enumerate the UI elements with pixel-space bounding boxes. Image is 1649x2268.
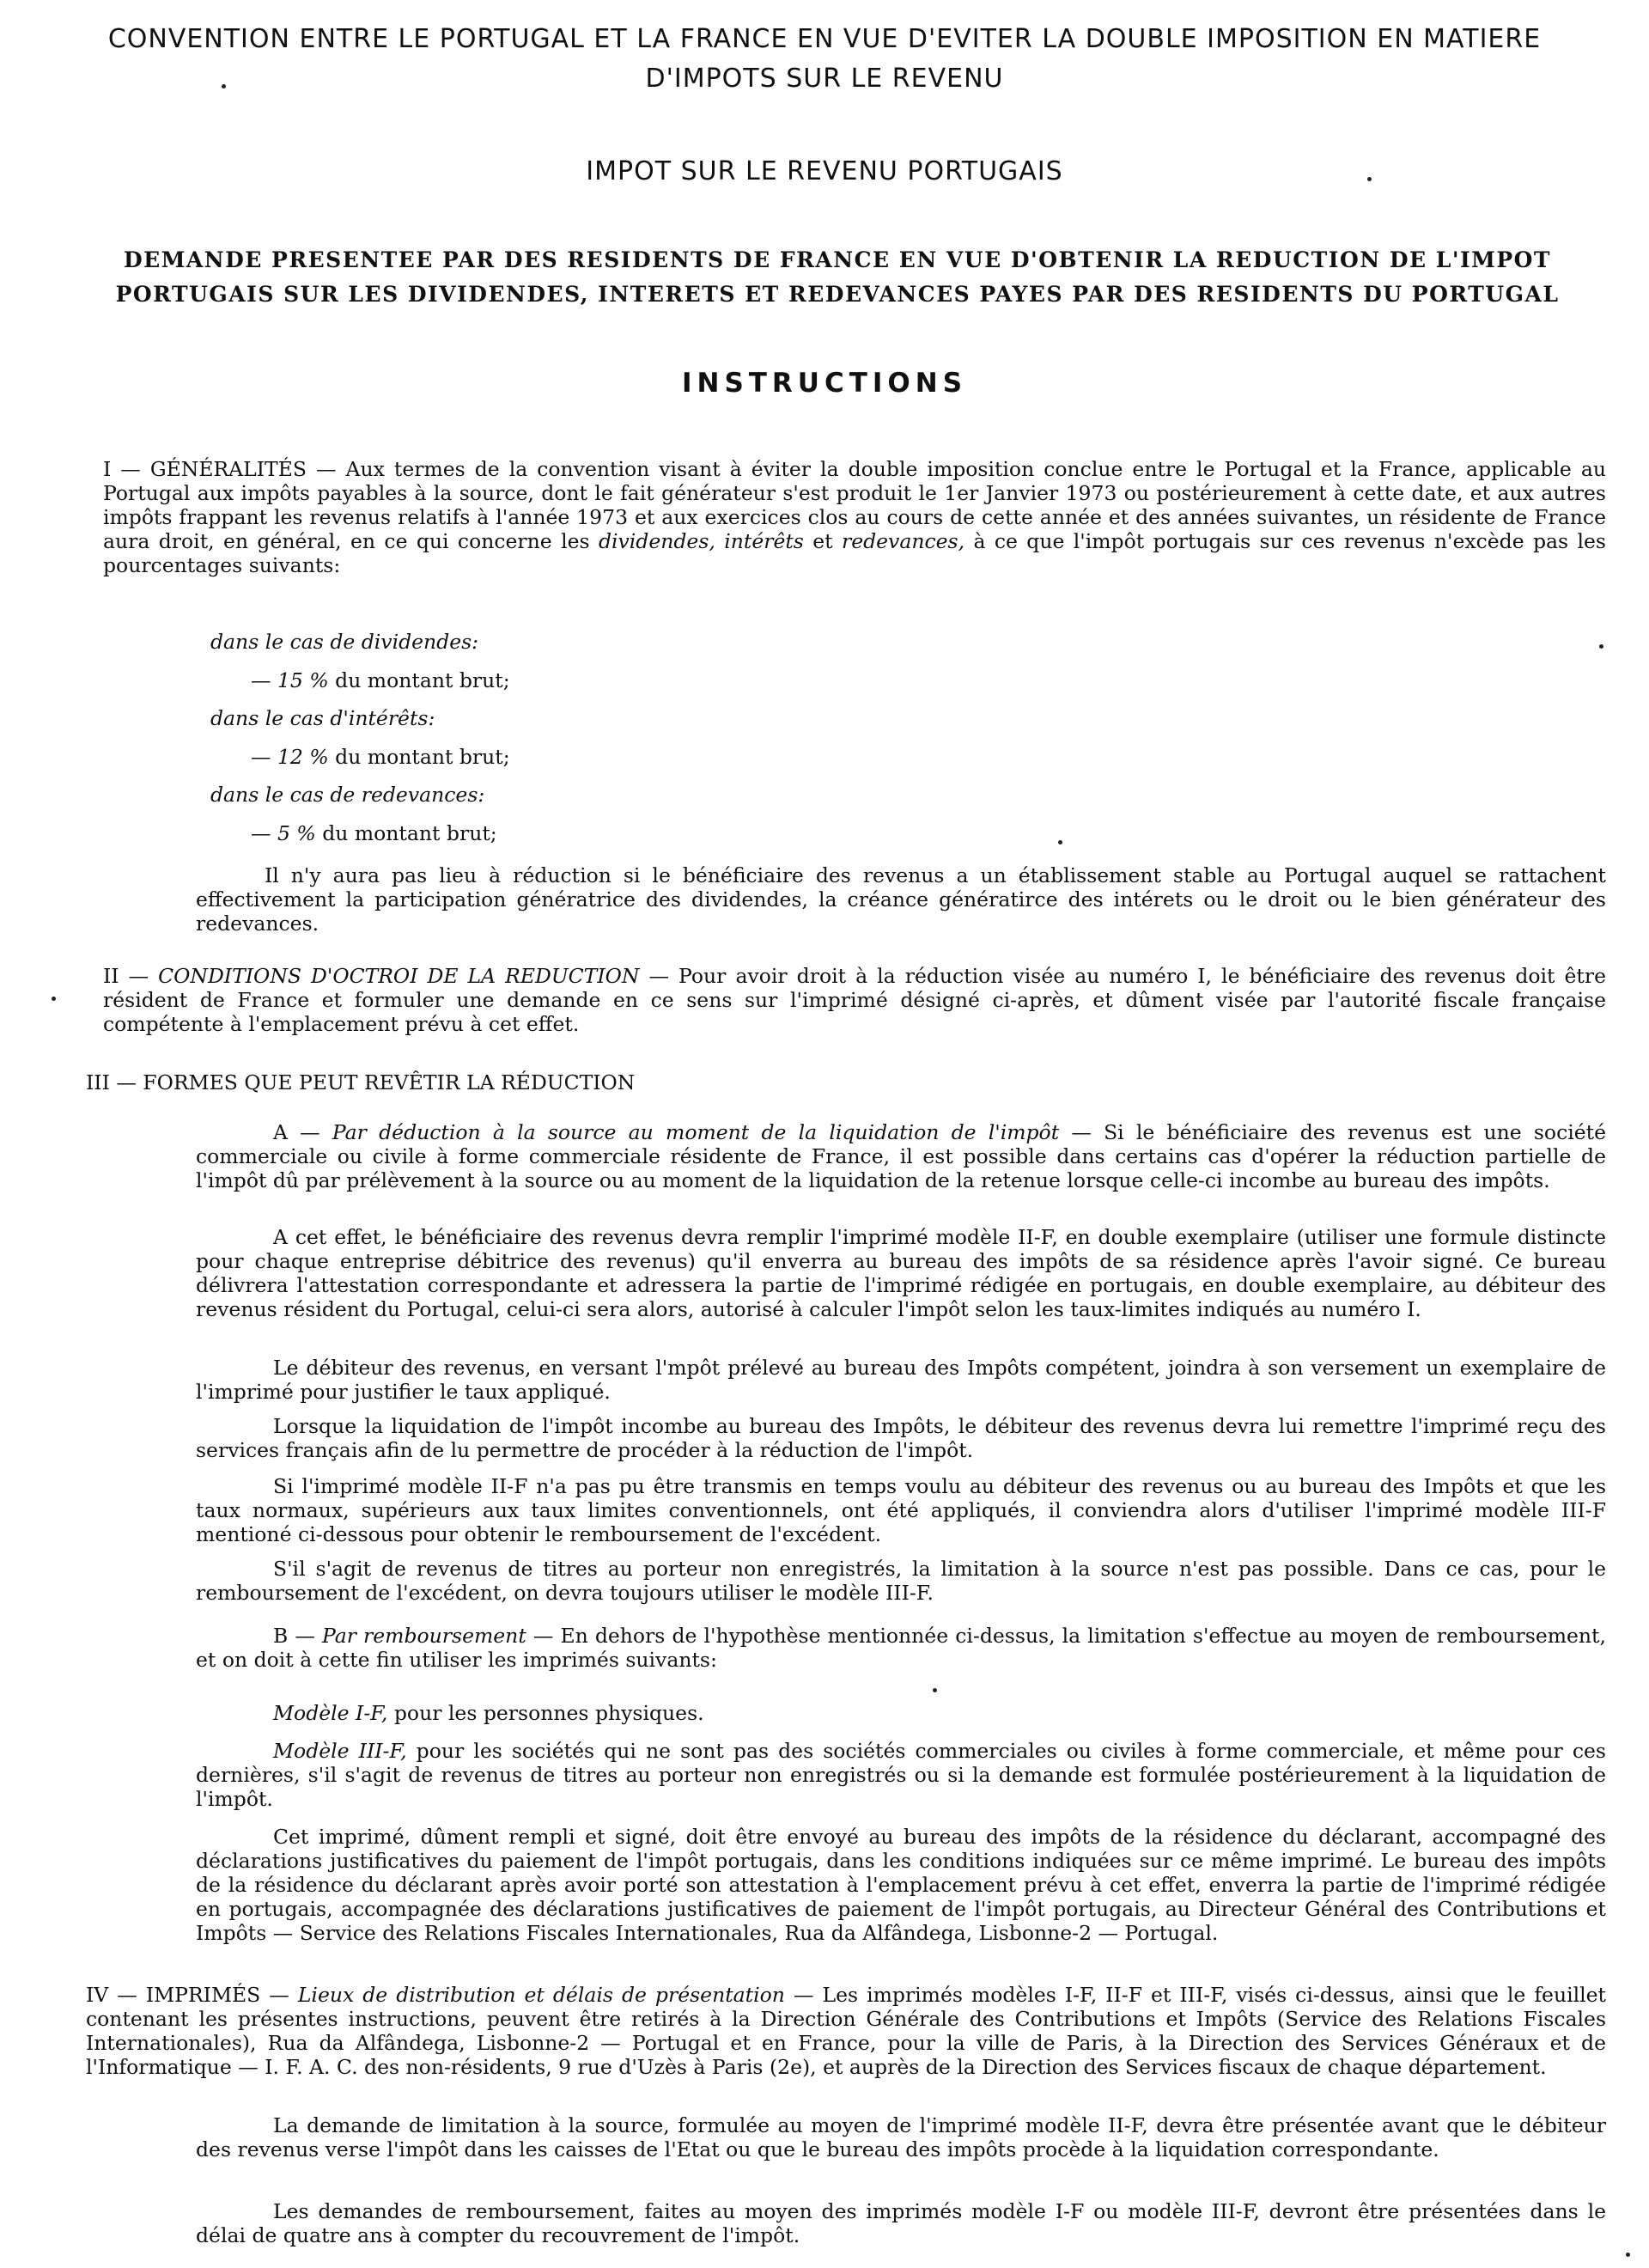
scan-speck [1599,644,1603,649]
case-redevances-rate [251,821,497,845]
modele-3f-text: pour les sociétés qui ne sont pas des sociétés commerciales ou civiles à forme commerciale, et même pour ces dernières, s'il s'agit de revenus de titres au porteur non enregistrés ou si la demande est formulée postérieurement à la liquidation de l'impôt. [196,1739,1606,1811]
section-1-note [196,863,1606,936]
convention-title-line1: CONVENTION ENTRE LE PORTUGAL ET LA FRANCE EN VUE D'EVITER LA DOUBLE IMPOSITION EN MATIERE [107,24,1542,54]
section-3-title: FORMES QUE PEUT REVÊTIR LA RÉDUCTION [143,1070,636,1094]
case-redevances-label: dans le cas de redevances: [210,783,485,807]
modele-1f-line [196,1701,1606,1725]
tax-title: IMPOT SUR LE REVENU PORTUGAIS [586,156,1063,186]
section-3a-p4: Si l'imprimé modèle II-F n'a pas pu être transmis en temps voulu au débiteur des revenus ou au bureau des Impôts et que les taux normaux, supérieurs aux taux limites conventionnels, ont été appliqués, il conviendra alors d'utiliser l'imprimé modèle III-F mentioné ci-dessous pour obtenir le remboursement de l'excédent. [196,1474,1606,1546]
scan-speck [52,997,56,1001]
scan-speck [1058,840,1062,844]
rate-5: — 5 % [251,821,316,845]
section-1-paragraph [103,457,1606,577]
modele-3f-title: Modèle III-F, [273,1739,407,1763]
section-3a-text: — Si le bénéficiaire des revenus est une société commerciale ou civile à forme commerciale résidente de France, il est possible dans certains cas d'opérer la réduction partielle de l'impôt dû par prélèvement à la source ou au moment de la liquidation de la retenue lorsque celle-ci incombe au bureau des impôts. [196,1120,1606,1192]
section-4-italic-title: Lieux de distribution et délais de présentation [297,1983,785,2007]
section-3a-p3: Lorsque la liquidation de l'impôt incombe au bureau des Impôts, le débiteur des revenus devra lui remettre l'imprimé reçu des services français afin de lu permettre de procéder à la réduction de l'impôt. [196,1414,1606,1462]
instructions-heading: INSTRUCTIONS [681,368,968,399]
case-interets-rate [251,745,510,769]
rate-5-text: du montant brut; [315,821,497,845]
section-3a-p2: Le débiteur des revenus, en versant l'mpôt prélevé au bureau des Impôts compétent, joindra à son versement un exemplaire de l'imprimé pour justifier le taux appliqué. [196,1356,1606,1404]
section-1-text-b: et [803,529,842,553]
section-1-dash: — [306,457,346,481]
rate-12: — 12 % [251,745,329,769]
section-1-number: I — [103,457,150,481]
modele-3f-paragraph [196,1739,1606,1811]
section-2-title: CONDITIONS D'OCTROI DE LA REDUCTION [158,964,640,988]
section-3b-p6: Cet imprimé, dûment rempli et signé, doit être envoyé au bureau des impôts de la résidence du déclarant, accompagné des déclarations justificatives du paiement de l'impôt portugais, dans les conditions indiquées sur ce même imprimé. Le bureau des impôts de la résidence du déclarant après avoir porté son attestation à l'emplacement prévu à cet effet, enverra la partie de l'imprimé rédigée en portugais, accompagnée des déclarations justificatives de paiement de l'impôt portugais, au Directeur Général des Contributions et Impôts — Service des Relations Fiscales Internationales, Rua da Alfândega, Lisbonne-2 — Portugal. [196,1825,1606,1945]
convention-title-line2: D'IMPOTS SUR LE REVENU [645,64,1004,94]
section-3b-lead: B — [273,1624,322,1648]
section-2-number: II — [103,964,159,988]
section-3a-p1: A cet effet, le bénéficiaire des revenus devra remplir l'imprimé modèle II-F, en double exemplaire (utiliser une formule distincte pour chaque entreprise débitrice des revenus) qu'il enverra au bureau des impôts de sa résidence après l'avoir signé. Ce bureau délivrera l'attestation correspondante et adressera la partie de l'imprimé rédigée en portugais, en double exemplaire, au débiteur des revenus résident du Portugal, celui-ci sera alors, autorisé à calculer l'impôt selon les taux-limites indiqués au numéro I. [196,1225,1606,1321]
scan-speck [1626,2253,1630,2257]
scan-speck [1367,177,1372,181]
modele-1f-title: Modèle I-F, [273,1701,388,1725]
scan-speck [933,1688,937,1692]
section-1-title: GÉNÉRALITÉS [149,457,307,481]
case-interets-label: dans le cas d'intérêts: [210,706,435,730]
section-3a-p5: S'il s'agit de revenus de titres au porteur non enregistrés, la limitation à la source n'est pas possible. Dans ce cas, pour le remboursement de l'excédent, on devra toujours utiliser le modèle III-F. [196,1557,1606,1605]
case-dividendes-rate [251,668,510,692]
section-3-heading [86,1070,1606,1094]
section-2-paragraph [103,964,1606,1036]
section-1-dividendes: dividendes, intérêts [598,529,804,553]
section-1-text-c: à ce que l'impôt portugais sur ces revenus n'excède pas les pourcentages suivants: [103,529,1606,577]
rate-15-text: du montant brut; [328,668,510,692]
section-4-paragraph [86,1983,1606,2079]
request-title-line1: DEMANDE PRESENTEE PAR DES RESIDENTS DE FRANCE EN VUE D'OBTENIR LA REDUCTION DE L'IMPOT [123,247,1552,272]
section-3a-paragraph [196,1120,1606,1192]
section-3b-text: — En dehors de l'hypothèse mentionnée ci-dessus, la limitation s'effectue au moyen de remboursement, et on doit à cette fin utiliser les imprimés suivants: [196,1624,1606,1672]
section-1-note-text: Il n'y aura pas lieu à réduction si le bénéficiaire des revenus a un établissement stable au Portugal auquel se rattachent effectivement la participation génératrice des dividendes, la créance génératirce des intérets ou le droit ou le bien générateur des redevances. [196,863,1606,936]
section-4-text: — Les imprimés modèles I-F, II-F et III-F, visés ci-dessus, ainsi que le feuillet contenant les présentes instructions, peuvent être retirés à la Direction Générale des Contributions et Impôts (Service des Relations Fiscales Internationales), Rua da Alfândega, Lisbonne-2 — Portugal et en France, pour la ville de Paris, à la Direction des Services Généraux et de l'Informatique — I. F. A. C. des non-résidents, 9 rue d'Uzès à Paris (2e), et auprès de la Direction des Services fiscaux de chaque département. [86,1983,1606,2079]
section-2-text: — Pour avoir droit à la réduction visée au numéro I, le bénéficiaire des revenus doit être résident de France et formuler une demande en ce sens sur l'imprimé désigné ci-après, et dûment visée par l'autorité fiscale française compétente à l'emplacement prévu à cet effet. [103,964,1607,1036]
section-4-title: IMPRIMÉS [145,1983,261,2007]
section-1-redevances: redevances, [841,529,965,553]
section-3b-title: Par remboursement [321,1624,526,1648]
section-4-p1: La demande de limitation à la source, formulée au moyen de l'imprimé modèle II-F, devra être présentée avant que le débiteur des revenus verse l'impôt dans les caisses de l'Etat ou que le bureau des impôts procède à la liquidation correspondante. [196,2113,1606,2161]
request-title-line2: PORTUGAIS SUR LES DIVIDENDES, INTERETS ET REDEVANCES PAYES PAR DES RESIDENTS DU PORTUGAL [115,282,1560,307]
section-4-number: IV — [86,1983,146,2007]
rate-12-text: du montant brut; [328,745,510,769]
case-dividendes-label: dans le cas de dividendes: [210,630,479,654]
section-1-text-a: Aux termes de la convention visant à éviter la double imposition conclue entre le Portugal et la France, applicable au Portugal aux impôts payables à la source, dont le fait générateur s'est produit le 1er Janvier 1973 ou postérieurement à cette date, et aux autres impôts frappant les revenus relatifs à l'année 1973 et aux exercices clos au cours de cette année et des années suivantes, un résidente de France aura droit, en général, en ce qui concerne les [103,457,1606,553]
section-3b-paragraph [196,1624,1606,1672]
section-4-p2: Les demandes de remboursement, faites au moyen des imprimés modèle I-F ou modèle III-F, devront être présentées dans le délai de quatre ans à compter du recouvrement de l'impôt. [196,2199,1606,2247]
scan-speck [222,84,226,88]
rate-15: — 15 % [251,668,329,692]
section-3a-title: Par déduction à la source au moment de la liquidation de l'impôt [332,1120,1060,1144]
section-4-dash: — [260,1983,298,2007]
section-3a-lead: A — [273,1120,332,1144]
section-3-number: III — [86,1070,143,1094]
modele-1f-text: pour les personnes physiques. [387,1701,704,1725]
